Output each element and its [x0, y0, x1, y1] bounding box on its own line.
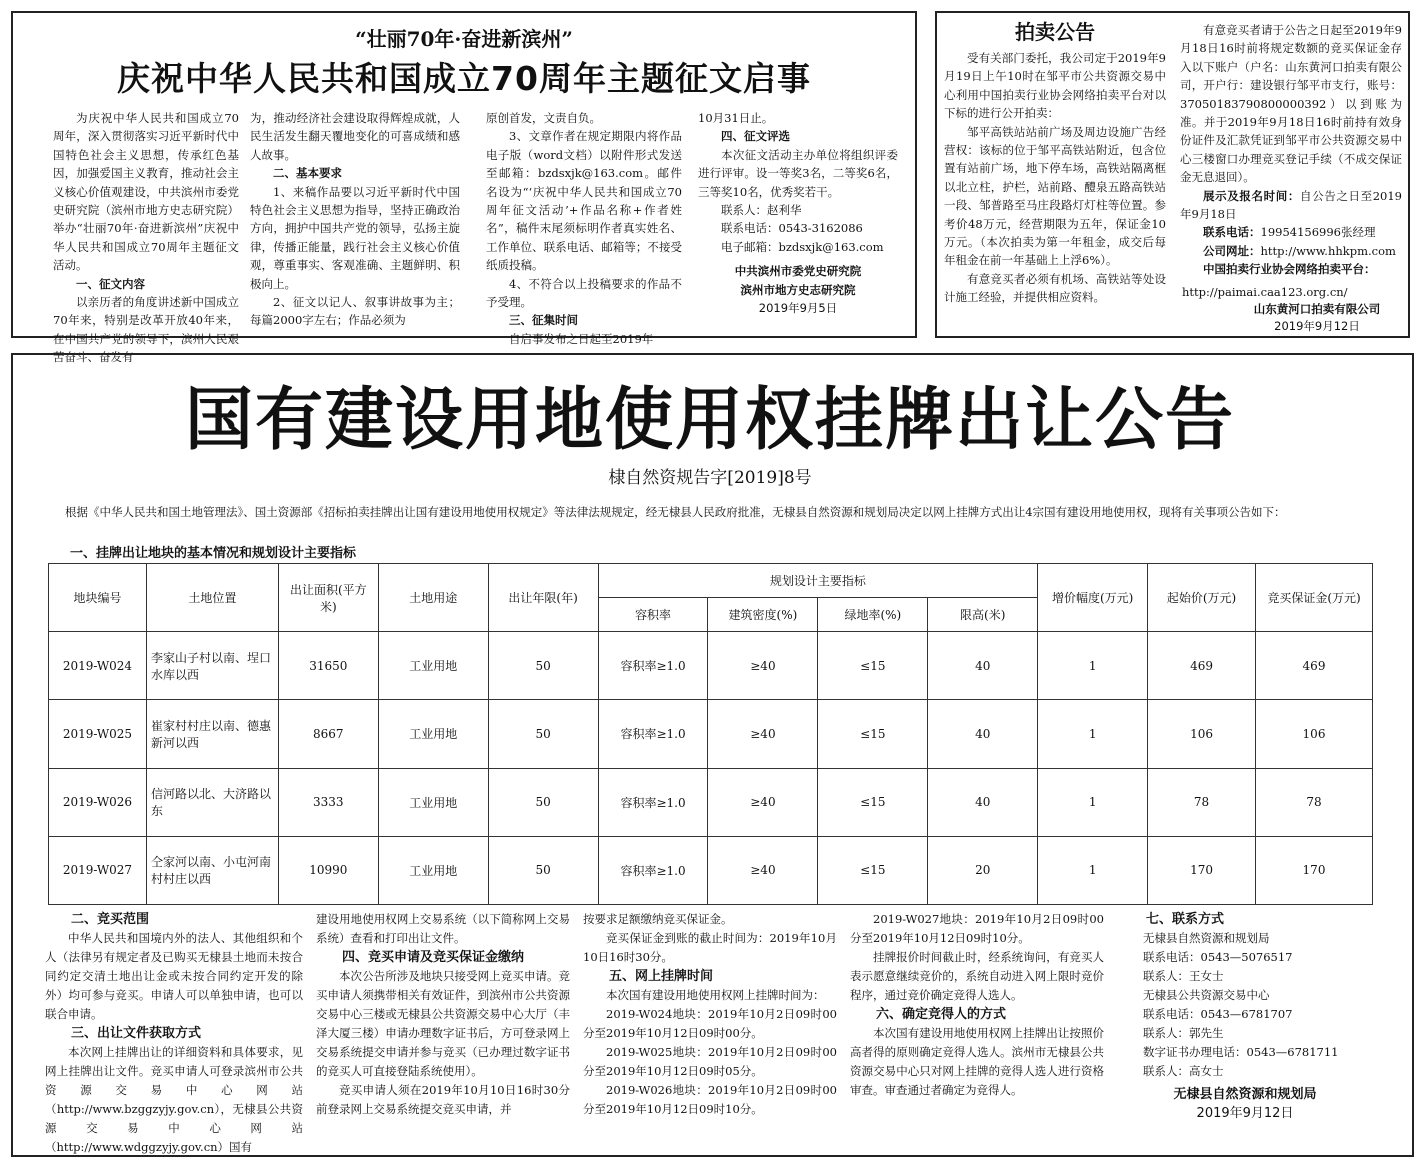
cell-location: 崔家村村庄以南、德惠新河以西: [146, 700, 278, 768]
table-row: [49, 836, 1373, 904]
essay-col-2: [250, 109, 460, 330]
contact-line: 无棣县公共资源交易中心: [1143, 988, 1270, 1002]
essay-org-2: 滨州市地方史志研究院: [740, 282, 856, 297]
cell-deposit: 170: [1256, 836, 1373, 904]
cell-use: 工业用地: [378, 768, 488, 836]
essay-para: 以亲历者的角度讲述新中国成立70年来，特别是改革开放40年来，在中国共产党的领导下，滨州人民艰苦奋斗、奋发有: [53, 295, 239, 365]
land-date: 2019年9月12日: [1196, 1106, 1294, 1121]
cell-height: 40: [928, 700, 1038, 768]
cell-use: 工业用地: [378, 700, 488, 768]
cell-green: ≤15: [818, 836, 928, 904]
land-para: 挂牌报价时间截止时，经系统询问，有竞买人表示愿意继续竞价的，系统自动进入网上限时竞价程序，通过竞价确定竞得人选人。: [850, 950, 1104, 1002]
essay-para: 为，推动经济社会建设取得辉煌成就，人民生活发生翻天覆地变化的可喜成绩和感人故事。: [250, 111, 460, 162]
contact-line: 联系人：王女士: [1143, 969, 1224, 983]
essay-para: 10月31日止。: [698, 111, 774, 125]
land-col-1: [45, 910, 303, 1157]
cell-density: ≥40: [708, 632, 818, 700]
auction-platform-url: http://paimai.caa123.org.cn/: [1182, 285, 1348, 299]
cell-step: 1: [1038, 768, 1148, 836]
auction-site-label: 公司网址：: [1203, 243, 1261, 258]
cell-green: ≤15: [818, 700, 928, 768]
contact-line: 联系人：高女士: [1143, 1064, 1224, 1078]
auction-para: 有意竞买者请于公告之日起至2019年9月18日16时前将规定数额的竞买保证金存入以下账户（户名：山东黄河口拍卖有限公司，开户行：建设银行邹平市支行，账号：37050183790800000392）以到账为准。并于2019年9月18日16时前持有效身份证件及汇款凭证到邹平市公共资源交易中心三楼窗口办理竞买登记手续（不成交保证金无息退回）。: [1180, 23, 1402, 185]
essay-subtitle: “壮丽70年·奋进新滨州”: [355, 27, 573, 51]
land-col-2: [316, 910, 570, 1119]
land-heading: 七、联系方式: [1146, 912, 1225, 927]
cell-location: 李家山子村以南、埕口水库以西: [146, 632, 278, 700]
land-heading: 四、竞买申请及竞买保证金缴纳: [342, 950, 525, 965]
contact-line: 联系电话：0543—6781707: [1143, 1007, 1293, 1021]
contact-line: 数字证书办理电话：0543—6781711: [1143, 1045, 1339, 1059]
table-row: [49, 768, 1373, 836]
cell-area: 31650: [278, 632, 378, 700]
cell-term: 50: [488, 700, 598, 768]
land-doc-no: 棣自然资规告字[2019]8号: [608, 468, 812, 488]
th-step: 增价幅度(万元): [1038, 564, 1148, 632]
cell-term: 50: [488, 768, 598, 836]
cell-step: 1: [1038, 700, 1148, 768]
land-org: 无棣县自然资源和规划局: [1173, 1087, 1317, 1102]
auction-phone-label: 联系电话：: [1203, 225, 1261, 240]
cell-step: 1: [1038, 632, 1148, 700]
essay-heading: 二、基本要求: [273, 166, 342, 181]
auction-platform-label: 中国拍卖行业协会网络拍卖平台：: [1203, 262, 1376, 277]
land-section-1: 一、挂牌出让地块的基本情况和规划设计主要指标: [70, 546, 357, 561]
th-start: 起始价(万元): [1148, 564, 1256, 632]
essay-title: 庆祝中华人民共和国成立70周年主题征文启事: [117, 59, 811, 98]
essay-col-1: [53, 109, 239, 367]
land-para: 竞买保证金到账的截止时间为：2019年10月10日16时30分。: [583, 931, 837, 964]
cell-use: 工业用地: [378, 836, 488, 904]
cell-density: ≥40: [708, 768, 818, 836]
land-col-4: [850, 910, 1104, 1100]
land-para: 本次网上挂牌出让的详细资料和具体要求，见网上挂牌出让文件。竞买申请人可登录滨州市公共资源交易中心网站（http://www.bzggzyjy.gov.cn），无棣县公共资源交易中心网站（http://www.wdggzyjy.gov.cn）国有: [45, 1045, 303, 1154]
essay-heading: 一、征文内容: [76, 276, 145, 291]
cell-start: 170: [1148, 836, 1256, 904]
th-term: 出让年限(年): [488, 564, 598, 632]
land-para: 本次国有建设用地使用权网上挂牌出让按照价高者得的原则确定竞得人选人。滨州市无棣县公共资源交易中心只对网上挂牌的竞得人选人进行资格审查。审查通过者确定为竞得人。: [850, 1026, 1104, 1097]
th-density: 建筑密度(%): [708, 598, 818, 632]
land-time: 2019-W027地块：2019年10月2日09时00分至2019年10月12日09时10分。: [850, 912, 1104, 945]
contact-line: 无棣县自然资源和规划局: [1143, 931, 1270, 945]
land-col-5: [1120, 910, 1370, 1123]
essay-para: 4、不符合以上投稿要求的作品不予受理。: [486, 276, 682, 310]
land-heading: 五、网上挂牌时间: [609, 969, 714, 984]
land-para: 竞买申请人须在2019年10月10日16时30分前登录网上交易系统提交竞买申请，并: [316, 1083, 570, 1116]
cell-green: ≤15: [818, 768, 928, 836]
th-use: 土地用途: [378, 564, 488, 632]
land-para: 中华人民共和国境内外的法人、其他组织和个人（法律另有规定者及已购买无棣县土地而未按合同约定交清土地出让金或未按合同约定开发的除外）均可参与竞买。申请人可以单独申请，也可以联合申请。: [45, 931, 303, 1021]
contact-line: 联系电话：0543—5076517: [1143, 950, 1293, 964]
th-green: 绿地率(%): [818, 598, 928, 632]
cell-id: 2019-W025: [49, 700, 147, 768]
cell-height: 20: [928, 836, 1038, 904]
cell-height: 40: [928, 768, 1038, 836]
cell-green: ≤15: [818, 632, 928, 700]
essay-email: 电子邮箱：bzdsxjk@163.com: [721, 239, 884, 254]
essay-para: 为庆祝中华人民共和国成立70周年，深入贯彻落实习近平新时代中国特色社会主义思想，传承红色基因，加强爱国主义教育，推动社会主义核心价值观建设，中共滨州市委党史研究院（滨州市地方史志研究院）举办“壮丽70年·奋进新滨州”庆祝中华人民共和国成立70周年主题征文活动。: [53, 111, 239, 273]
cell-start: 78: [1148, 768, 1256, 836]
essay-para: 本次征文活动主办单位将组织评委进行评审。设一等奖3名，二等奖6名，三等奖10名，优秀奖若干。: [698, 147, 898, 199]
cell-area: 8667: [278, 700, 378, 768]
cell-use: 工业用地: [378, 632, 488, 700]
land-title: 国有建设用地使用权挂牌出让公告: [184, 381, 1235, 460]
essay-para: 原创首发，文责自负。: [486, 111, 601, 125]
cell-height: 40: [928, 632, 1038, 700]
auction-org: 山东黄河口拍卖有限公司: [1253, 302, 1381, 316]
th-parcel-id: 地块编号: [49, 564, 147, 632]
land-heading: 三、出让文件获取方式: [71, 1026, 202, 1041]
land-time: 2019-W025地块：2019年10月2日09时00分至2019年10月12日09时05分。: [583, 1045, 837, 1078]
essay-para: 3、文章作者在规定期限内将作品电子版（word文档）以附件形式发送至邮箱：bzdsxjk@163.com。邮件名设为“‘庆祝中华人民共和国成立70周年征文活动’+作品名称+作者姓名”，稿件末尾须标明作者真实姓名、工作单位、联系电话、邮箱等；不接受纸质投稿。: [486, 129, 682, 273]
essay-org-1: 中共滨州市委党史研究院: [734, 264, 862, 279]
cell-id: 2019-W026: [49, 768, 147, 836]
cell-deposit: 78: [1256, 768, 1373, 836]
auction-date: 2019年9月12日: [1274, 319, 1360, 333]
th-far: 容积率: [598, 598, 708, 632]
contact-line: 联系人：郭先生: [1143, 1026, 1224, 1040]
cell-far: 容积率≥1.0: [598, 700, 708, 768]
auction-col-1: [944, 17, 1166, 307]
auction-title: 拍卖公告: [1015, 20, 1095, 44]
cell-location: 信河路以北、大济路以东: [146, 768, 278, 836]
cell-far: 容积率≥1.0: [598, 836, 708, 904]
cell-far: 容积率≥1.0: [598, 768, 708, 836]
th-area: 出让面积(平方米): [278, 564, 378, 632]
cell-id: 2019-W027: [49, 836, 147, 904]
essay-contact: 联系人：赵利华: [721, 203, 802, 218]
essay-col-3: [486, 109, 682, 348]
cell-far: 容积率≥1.0: [598, 632, 708, 700]
auction-para: 邹平高铁站站前广场及周边设施广告经营权：该标的位于邹平高铁站附近，包含位置有站前广场，地下停车场，高铁站隔离框以北立柱，护栏，站前路、醴泉五路高铁站一段、邹普路至马庄段路灯灯柱等位置。参考价48万元，经营期限为五年，保证金10万元。（本次拍卖为第一年租金，成交后每年租金在前一年基础上上浮6%）。: [944, 124, 1166, 268]
cell-term: 50: [488, 632, 598, 700]
land-intro: 根据《中华人民共和国土地管理法》、国土资源部《招标拍卖挂牌出让国有建设用地使用权规定》等法律法规规定，经无棣县人民政府批准，无棣县自然资源和规划局决定以网上挂牌方式出让4宗国有建设用地使用权，现将有关事项公告如下：: [65, 505, 1286, 519]
essay-col-4: [698, 109, 898, 317]
auction-col-2: [1180, 21, 1402, 279]
auction-show-value: 自公告之日至2019年9月18日: [1180, 188, 1402, 222]
cell-deposit: 469: [1256, 632, 1373, 700]
cell-step: 1: [1038, 836, 1148, 904]
auction-show-label: 展示及报名时间：: [1203, 188, 1300, 203]
essay-para: 自启事发布之日起至2019年: [509, 331, 654, 346]
essay-phone: 联系电话：0543-3162086: [721, 221, 863, 236]
cell-density: ≥40: [708, 836, 818, 904]
cell-deposit: 106: [1256, 700, 1373, 768]
essay-heading: 四、征文评选: [721, 129, 790, 144]
land-col-3: [583, 910, 837, 1119]
th-deposit: 竞买保证金(万元): [1256, 564, 1373, 632]
land-para: 建设用地使用权网上交易系统（以下简称网上交易系统）查看和打印出让文件。: [316, 912, 570, 945]
cell-start: 469: [1148, 632, 1256, 700]
land-time: 2019-W026地块：2019年10月2日09时00分至2019年10月12日09时10分。: [583, 1083, 837, 1116]
cell-area: 10990: [278, 836, 378, 904]
cell-id: 2019-W024: [49, 632, 147, 700]
auction-para: 有意竞买者必须有机场、高铁站等处设计施工经验，并提供相应资料。: [944, 271, 1166, 305]
cell-term: 50: [488, 836, 598, 904]
auction-site-value: http://www.hhkpm.com: [1260, 243, 1396, 258]
cell-density: ≥40: [708, 700, 818, 768]
essay-date: 2019年9月5日: [758, 301, 838, 316]
th-plan: 规划设计主要指标: [598, 564, 1038, 598]
cell-location: 仝家河以南、小屯河南村村庄以西: [146, 836, 278, 904]
auction-phone-value: 19954156996张经理: [1260, 225, 1376, 240]
auction-para: 受有关部门委托，我公司定于2019年9月19日上午10时在邹平市公共资源交易中心利用中国拍卖行业协会网络拍卖平台对以下标的进行公开拍卖：: [944, 51, 1166, 121]
land-para: 本次国有建设用地使用权网上挂牌时间为：: [606, 988, 825, 1002]
table-row: [49, 632, 1373, 700]
land-heading: 二、竞买范围: [71, 912, 150, 927]
cell-area: 3333: [278, 768, 378, 836]
land-heading: 六、确定竞得人的方式: [876, 1007, 1007, 1022]
essay-heading: 三、征集时间: [509, 313, 578, 328]
land-para: 本次公告所涉及地块只接受网上竞买申请。竞买申请人须携带相关有效证件，到滨州市公共资源交易中心三楼或无棣县公共资源交易中心大厅（丰泽大厦三楼）申请办理数字证书后，方可登录网上交易系统提交申请并参与竞买（已办理过数字证书的竞买人可直接登陆系统使用）。: [316, 969, 570, 1078]
land-parcel-table: [48, 563, 1373, 905]
essay-notice: [11, 11, 917, 365]
table-row: [49, 700, 1373, 768]
land-time: 2019-W024地块：2019年10月2日09时00分至2019年10月12日09时00分。: [583, 1007, 837, 1040]
essay-para: 2、征文以记人、叙事讲故事为主；每篇2000字左右；作品必须为: [250, 295, 460, 328]
th-location: 土地位置: [146, 564, 278, 632]
cell-start: 106: [1148, 700, 1256, 768]
th-height: 限高(米): [928, 598, 1038, 632]
auction-notice: [935, 11, 1410, 338]
essay-para: 1、来稿作品要以习近平新时代中国特色社会主义思想为指导，坚持正确政治方向，拥护中国共产党的领导，弘扬主旋律，传播正能量，践行社会主义核心价值观，尊重事实、客观准确、主题鲜明、积极向上。: [250, 184, 460, 291]
land-para: 按要求足额缴纳竞买保证金。: [583, 912, 733, 926]
